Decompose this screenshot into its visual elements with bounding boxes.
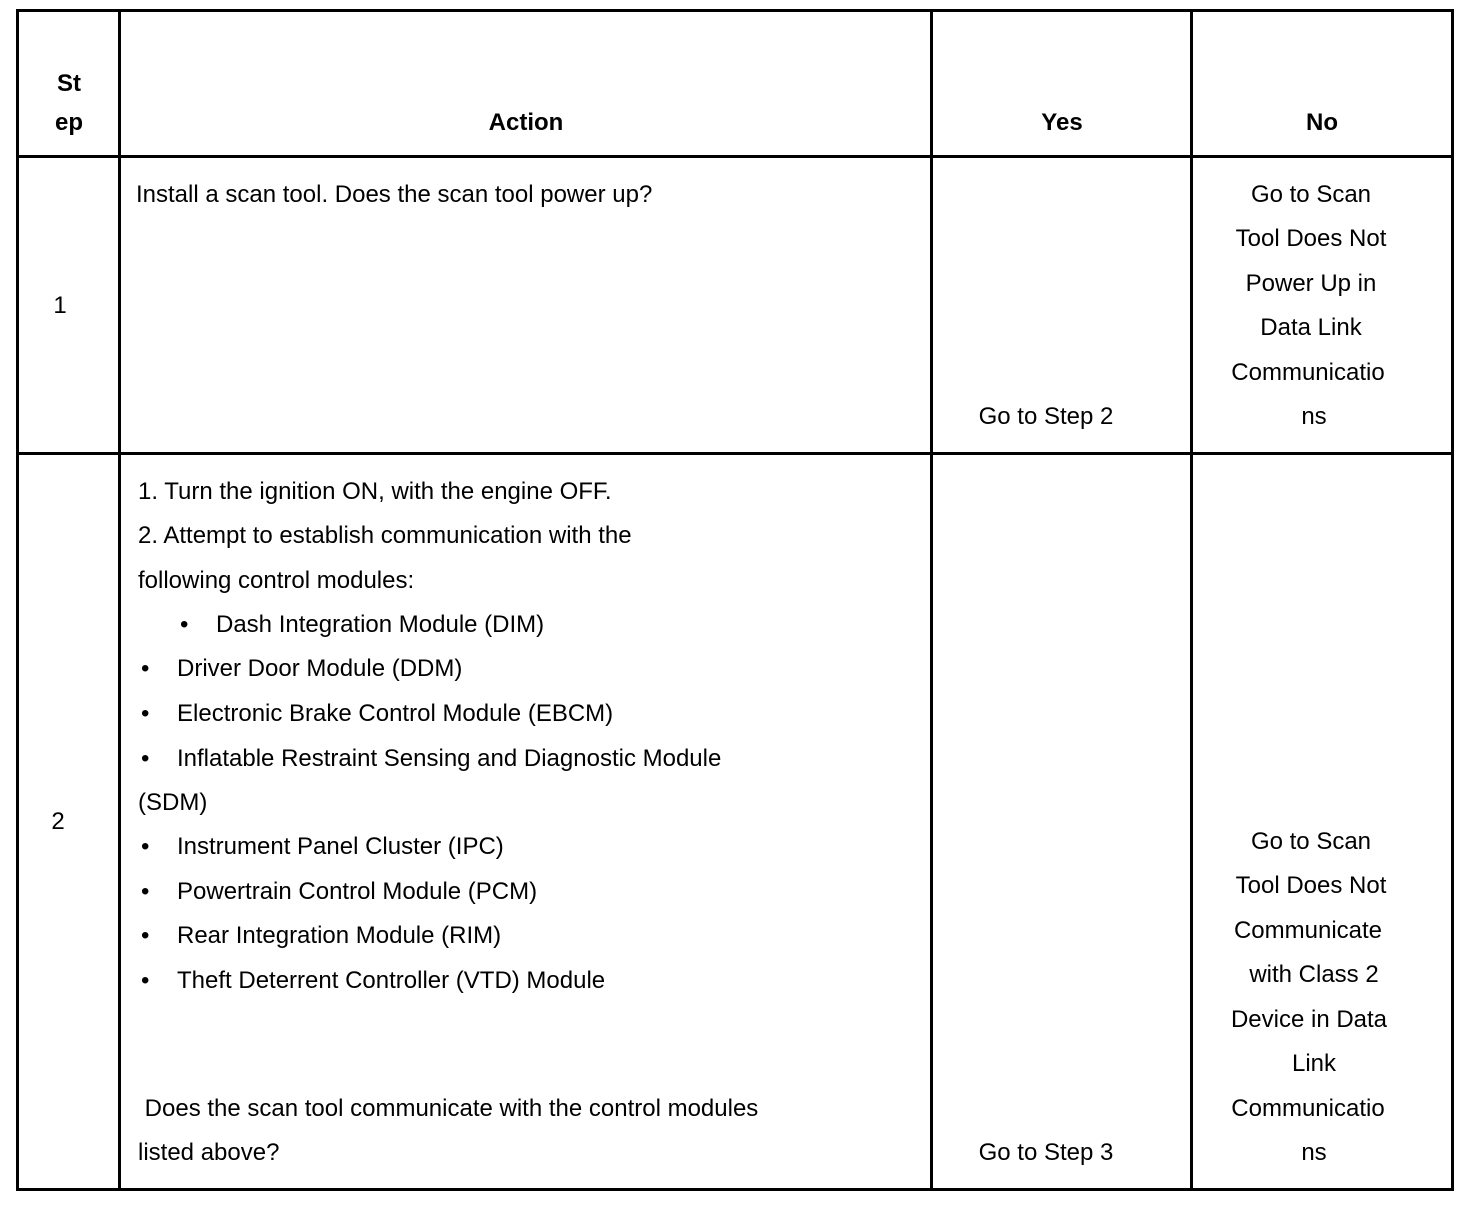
column-divider-step [118,9,121,1191]
module-item: Instrument Panel Cluster (IPC) [177,833,504,860]
bullet: • [141,700,150,727]
bullet: • [141,655,150,682]
header-no: No [1306,109,1338,136]
table-border-bottom [16,1188,1454,1191]
row-divider [16,452,1454,455]
table-border-top [16,9,1454,12]
row1-step: 1 [53,292,67,319]
module-item: Powertrain Control Module (PCM) [177,878,538,905]
row2-yes: Go to Step 3 [978,1139,1114,1166]
table-border-right [1451,9,1454,1191]
row2-action-line1: 1. Turn the ignition ON, with the engine OFF. [138,478,612,505]
bullet: • [141,878,150,905]
module-item: Driver Door Module (DDM) [177,655,463,682]
header-divider [16,155,1454,158]
row2-step: 2 [51,808,65,835]
row2-no-line: Communicate [1233,917,1383,944]
module-item-wrap: (SDM) [138,789,208,816]
row1-no-line: Go to Scan [1250,181,1372,208]
module-item: Rear Integration Module (RIM) [177,922,502,949]
bullet: • [141,967,150,994]
row1-no-line: Tool Does Not [1235,225,1387,252]
module-item: Dash Integration Module (DIM) [216,611,545,638]
bullet: • [180,611,189,638]
row1-no-line: Data Link [1260,314,1362,341]
table-border-left [16,9,19,1191]
row1-yes: Go to Step 2 [978,403,1114,430]
row2-question-line2: listed above? [138,1139,280,1166]
bullet: • [141,745,150,772]
bullet: • [141,833,150,860]
row2-action-line2: 2. Attempt to establish communication with the [138,522,632,549]
row2-question-line1: Does the scan tool communicate with the control modules [138,1095,759,1122]
header-step-line1: St [57,70,81,97]
module-item: Theft Deterrent Controller (VTD) Module [177,967,606,994]
row1-no-line: ns [1301,403,1327,430]
module-item: Electronic Brake Control Module (EBCM) [177,700,614,727]
row1-no-line: Power Up in [1245,270,1377,297]
row2-no-line: Tool Does Not [1235,872,1387,899]
header-yes: Yes [1041,109,1083,136]
row1-action: Install a scan tool. Does the scan tool power up? [136,181,653,208]
row2-no-line: Link [1291,1050,1337,1077]
bullet: • [141,922,150,949]
row2-no-line: with Class 2 [1249,961,1379,988]
row2-no-line: Device in Data [1230,1006,1388,1033]
row2-no-line: Communicatio [1231,1095,1385,1122]
row2-action-line3: following control modules: [138,567,415,594]
header-step-line2: ep [54,109,83,136]
row2-no-line: Go to Scan [1250,828,1372,855]
module-item: Inflatable Restraint Sensing and Diagnostic Module [177,745,722,772]
row1-no-line: Communicatio [1231,359,1385,386]
header-action: Action [488,109,564,136]
column-divider-action [930,9,933,1191]
row2-no-line: ns [1301,1139,1327,1166]
